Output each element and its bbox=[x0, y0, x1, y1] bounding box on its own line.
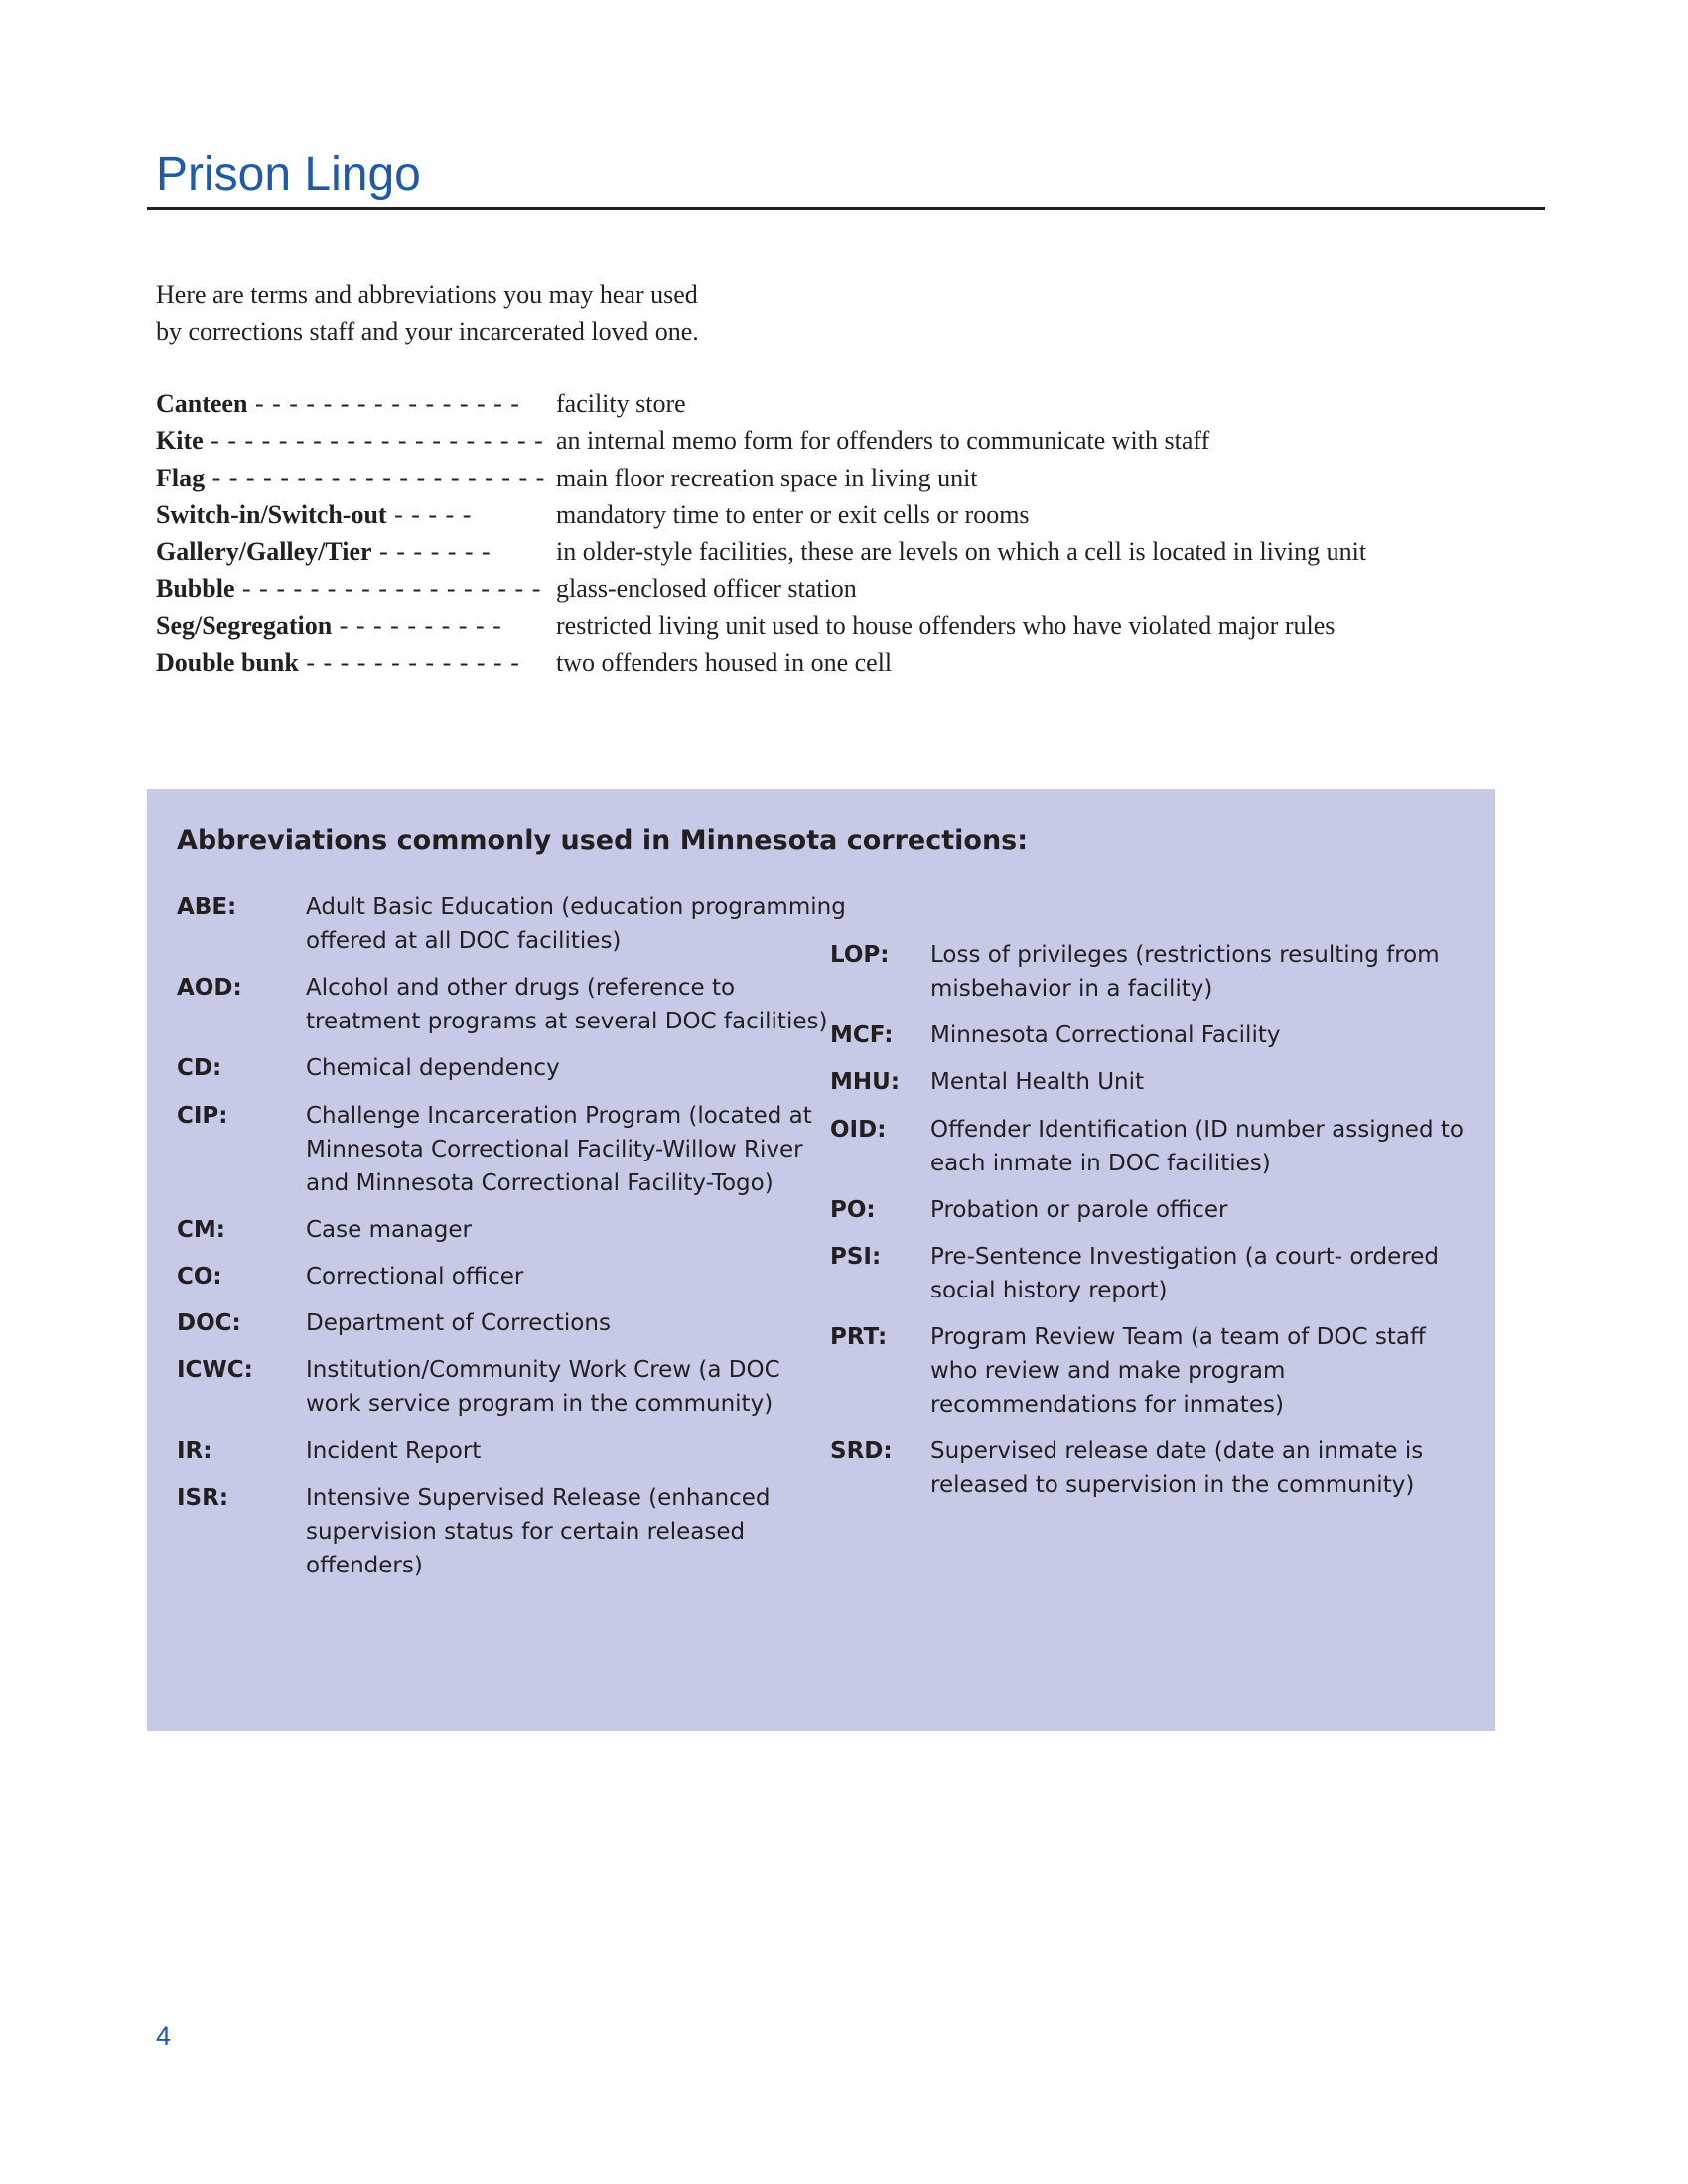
abbreviation-definition-line: Pre-Sentence Investigation (a court- ordered bbox=[930, 1244, 1439, 1270]
abbreviation-definition-line: Challenge Incarceration Program (located at bbox=[306, 1102, 812, 1129]
abbreviation-definition-line: released to supervision in the community) bbox=[930, 1472, 1415, 1499]
abbreviation-definition-line: Incident Report bbox=[306, 1437, 482, 1464]
term-label bbox=[156, 570, 541, 607]
abbreviation-key: CD: bbox=[177, 1055, 222, 1082]
abbreviation-key: PO: bbox=[830, 1196, 876, 1223]
term-name: Kite bbox=[156, 426, 204, 456]
abbreviation-definition-line: Adult Basic Education (education programming bbox=[306, 894, 846, 920]
abbreviation-definition-line: misbehavior in a facility) bbox=[930, 976, 1213, 1002]
abbreviation-definition-line: and Minnesota Correctional Facility-Togo) bbox=[306, 1169, 774, 1196]
term-definition: an internal memo form for offenders to communicate with staff bbox=[556, 426, 1210, 456]
term-leader-dashes: - - - - - - - - - - - - - bbox=[298, 648, 520, 678]
term-definition: restricted living unit used to house offenders who have violated major rules bbox=[556, 611, 1336, 640]
term-label bbox=[156, 385, 520, 422]
term-leader-dashes: - - - - - - - - - - bbox=[332, 611, 502, 640]
term-name: Double bunk bbox=[156, 648, 299, 678]
term-leader-dashes: - - - - - bbox=[386, 499, 473, 529]
abbreviation-definition-line: social history report) bbox=[930, 1278, 1168, 1303]
abbreviation-key: PRT: bbox=[830, 1324, 888, 1351]
term-leader-dashes: - - - - - - - - - - - - - - - - - - bbox=[234, 574, 542, 604]
abbreviation-definition-line: Minnesota Correctional Facility bbox=[930, 1023, 1281, 1049]
term-name: Bubble bbox=[156, 574, 235, 604]
abbreviations-box bbox=[147, 789, 1495, 1731]
abbreviation-definition-line: Minnesota Correctional Facility-Willow River bbox=[306, 1136, 803, 1162]
term-definition: in older-style facilities, these are levels on which a cell is located in living unit bbox=[556, 537, 1367, 567]
abbreviation-definition-line: Correctional officer bbox=[306, 1264, 524, 1290]
abbreviation-definition-line: Chemical dependency bbox=[306, 1055, 560, 1082]
abbreviation-definition-line: offered at all DOC facilities) bbox=[306, 928, 622, 954]
abbreviation-key: MHU: bbox=[830, 1069, 901, 1096]
term-leader-dashes: - - - - - - - - - - - - - - - - - - - - bbox=[205, 463, 546, 492]
abbreviation-definition-line: Program Review Team (a team of DOC staff bbox=[930, 1324, 1426, 1351]
abbreviation-key: OID: bbox=[830, 1116, 887, 1143]
abbreviation-key: ABE: bbox=[177, 894, 237, 920]
term-definition: main floor recreation space in living unit bbox=[556, 463, 978, 492]
term-label bbox=[156, 460, 545, 496]
abbreviation-key: IR: bbox=[177, 1437, 212, 1464]
abbreviation-key: AOD: bbox=[177, 975, 242, 1002]
abbreviation-definition-line: work service program in the community) bbox=[306, 1391, 774, 1418]
term-leader-dashes: - - - - - - - bbox=[371, 537, 492, 567]
term-label bbox=[156, 644, 520, 681]
abbreviation-definition-line: Loss of privileges (restrictions resulting from bbox=[930, 942, 1440, 968]
term-definition: mandatory time to enter or exit cells or rooms bbox=[556, 499, 1030, 529]
term-row bbox=[156, 496, 1546, 533]
abbreviation-key: ICWC: bbox=[177, 1357, 253, 1384]
term-name: Flag bbox=[156, 463, 206, 492]
abbreviation-key: CIP: bbox=[177, 1102, 228, 1129]
term-leader-dashes: - - - - - - - - - - - - - - - - bbox=[247, 389, 520, 418]
intro-line: Here are terms and abbreviations you may hear used bbox=[156, 280, 698, 309]
abbreviations-title: Abbreviations commonly used in Minnesota corrections: bbox=[177, 825, 1029, 856]
abbreviation-definition-line: treatment programs at several DOC facilities) bbox=[306, 1009, 828, 1035]
abbreviation-definition-line: supervision status for certain released bbox=[306, 1518, 746, 1545]
term-name: Gallery/Galley/Tier bbox=[156, 537, 372, 567]
term-row bbox=[156, 570, 1546, 607]
term-label bbox=[156, 608, 502, 644]
terms-list bbox=[156, 385, 1546, 681]
page-title: Prison Lingo bbox=[156, 148, 421, 201]
abbreviation-definition-line: Department of Corrections bbox=[306, 1310, 611, 1337]
abbreviation-definition-line: Case manager bbox=[306, 1216, 472, 1243]
abbreviation-definition-line: offenders) bbox=[306, 1552, 423, 1578]
term-row bbox=[156, 533, 1546, 570]
page-number: 4 bbox=[156, 2021, 172, 2051]
abbreviation-definition-line: Offender Identification (ID number assigned to bbox=[930, 1116, 1464, 1143]
term-definition: two offenders housed in one cell bbox=[556, 648, 893, 678]
abbreviation-key: CM: bbox=[177, 1216, 225, 1243]
term-label bbox=[156, 533, 492, 570]
abbreviation-definition-line: recommendations for inmates) bbox=[930, 1392, 1284, 1419]
abbreviation-key: MCF: bbox=[830, 1023, 894, 1049]
term-row bbox=[156, 422, 1546, 459]
abbreviation-key: CO: bbox=[177, 1264, 222, 1290]
abbreviation-definition-line: Intensive Supervised Release (enhanced bbox=[306, 1484, 771, 1511]
term-name: Switch-in/Switch-out bbox=[156, 499, 387, 529]
abbreviation-definition-line: Probation or parole officer bbox=[930, 1196, 1228, 1223]
abbreviation-definition-line: each inmate in DOC facilities) bbox=[930, 1150, 1271, 1176]
term-leader-dashes: - - - - - - - - - - - - - - - - - - - - bbox=[203, 426, 544, 456]
term-name: Seg/Segregation bbox=[156, 611, 333, 640]
term-row bbox=[156, 644, 1546, 681]
abbreviation-key: PSI: bbox=[830, 1244, 882, 1270]
abbreviation-key: LOP: bbox=[830, 942, 890, 968]
term-row bbox=[156, 385, 1546, 422]
term-row bbox=[156, 460, 1546, 496]
term-definition: facility store bbox=[556, 389, 686, 418]
abbreviation-key: DOC: bbox=[177, 1310, 241, 1337]
intro-line: by corrections staff and your incarcerated loved one. bbox=[156, 317, 699, 345]
abbreviation-definition-line: Institution/Community Work Crew (a DOC bbox=[306, 1357, 780, 1384]
term-definition: glass-enclosed officer station bbox=[556, 574, 857, 604]
title-rule bbox=[147, 207, 1545, 210]
intro-paragraph bbox=[156, 276, 1050, 349]
abbreviation-definition-line: Alcohol and other drugs (reference to bbox=[306, 975, 736, 1002]
term-name: Canteen bbox=[156, 389, 248, 418]
abbreviation-key: ISR: bbox=[177, 1484, 229, 1511]
term-row bbox=[156, 608, 1546, 644]
abbreviation-definition-line: who review and make program bbox=[930, 1358, 1286, 1385]
abbreviation-key: SRD: bbox=[830, 1438, 893, 1465]
term-label bbox=[156, 496, 472, 533]
abbreviation-definition-line: Mental Health Unit bbox=[930, 1069, 1145, 1096]
abbreviation-definition-line: Supervised release date (date an inmate is bbox=[930, 1438, 1424, 1465]
term-label bbox=[156, 422, 544, 459]
